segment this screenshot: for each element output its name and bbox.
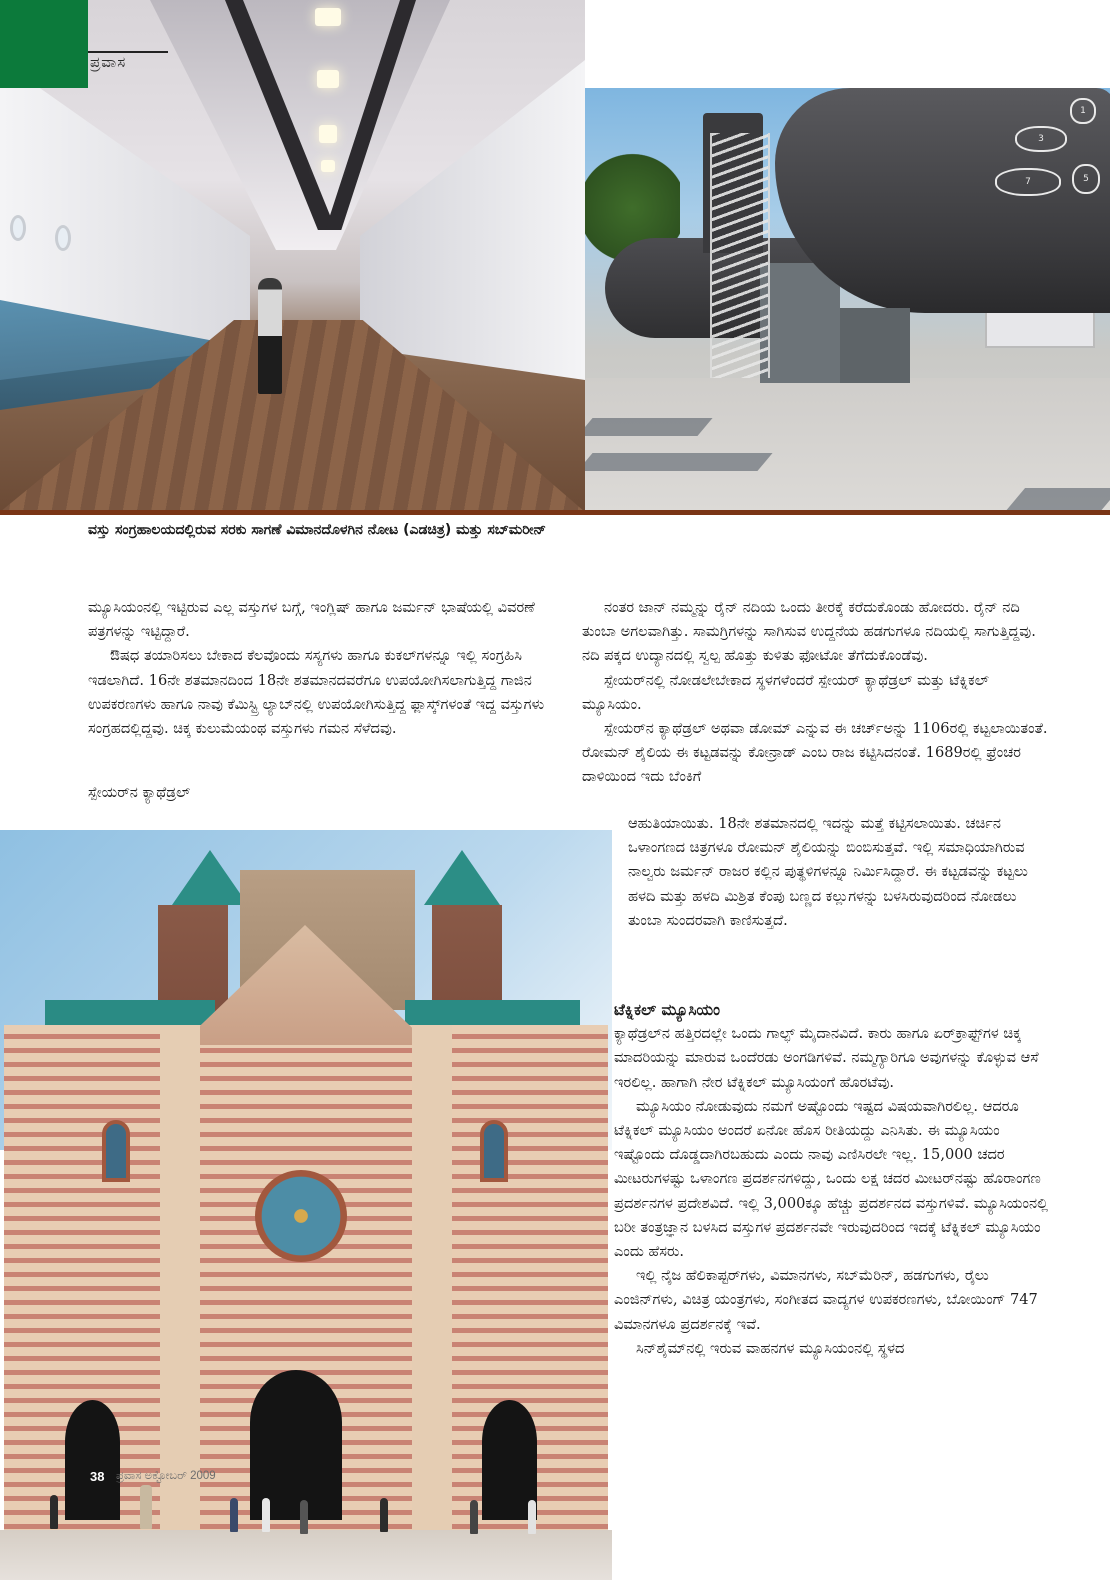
page-number: 38 <box>90 1469 105 1484</box>
visitor <box>380 1498 388 1532</box>
rose-window <box>255 1170 347 1262</box>
pilaster <box>160 1025 200 1530</box>
plaza <box>0 1530 612 1580</box>
shadow <box>585 418 713 436</box>
paragraph: ಮ್ಯೂಸಿಯಂ ನೋಡುವುದು ನಮಗೆ ಅಷ್ಟೊಂದು ಇಷ್ಟದ ವಿಷಯವಾಗಿರಲಿಲ್ಲ. ಆದರೂ ಟೆಕ್ನಿಕಲ್ ಮ್ಯೂಸಿಯಂ ಅಂದರೆ ಏನೋ ಹೊಸ ರೀತಿಯದ್ದು ಎನಿಸಿತು. ಈ ಮ್ಯೂಸಿಯಂ ಇಷ್ಟೊಂದು ದೊಡ್ಡದಾಗಿರಬಹುದು ಎಂದು ನಾವು ಎಣಿಸಿರಲೇ ಇಲ್ಲ. 15,000 ಚದರ ಮೀಟರುಗಳಷ್ಟು ಒಳಾಂಗಣ ಪ್ರದರ್ಶನಗಳಿದ್ದು, ಒಂದು ಲಕ್ಷ ಚದರ ಮೀಟರ್‌ನಷ್ಟು ಹೊರಾಂಗಣ ಪ್ರದರ್ಶನಗಳ ಪ್ರದೇಶವಿದೆ. ಇಲ್ಲಿ 3,000ಕ್ಕೂ ಹೆಚ್ಚು ಪ್ರದರ್ಶನದ ವಸ್ತುಗಳಿವೆ. ಮ್ಯೂಸಿಯಂನಲ್ಲಿ ಬರೀ ತಂತ್ರಜ್ಞಾನ ಬಳಸಿದ ವಸ್ತುಗಳ ಪ್ರದರ್ಶನವೇ ಇರುವುದರಿಂದ ಇದಕ್ಕೆ ಟೆಕ್ನಿಕಲ್ ಮ್ಯೂಸಿಯಂ ಎಂದು ಹೆಸರು. <box>614 1097 1049 1261</box>
hull-marking: 3 <box>1015 126 1067 152</box>
paragraph: ಸ್ಪೇಯರ್‌ನಲ್ಲಿ ನೋಡಲೇಬೇಕಾದ ಸ್ಥಳಗಳೆಂದರೆ ಸ್ಪೇಯರ್ ಕ್ಯಾಥೆಡ್ರಲ್ ಮತ್ತು ಟೆಕ್ನಿಕಲ್ ಮ್ಯೂಸಿಯಂ. <box>582 671 989 713</box>
visitor <box>470 1500 478 1534</box>
paragraph: ಇಲ್ಲಿ ನೈಜ ಹೆಲಿಕಾಪ್ಟರ್‌ಗಳು, ವಿಮಾನಗಳು, ಸಬ್‌ಮೆರಿನ್, ಹಡಗುಗಳು, ರೈಲು ಎಂಜಿನ್‌ಗಳು, ವಿಚಿತ್ರ ಯಂತ್ರಗಳು, ಸಂಗೀತದ ವಾದ್ಯಗಳ ಉಪಕರಣಗಳು, ಬೋಯಿಂಗ್ 747 ವಿಮಾನಗಳೂ ಪ್ರದರ್ಶನಕ್ಕೆ ಇವೆ. <box>614 1267 1038 1333</box>
paragraph: ಆಹುತಿಯಾಯಿತು. 18ನೇ ಶತಮಾನದಲ್ಲಿ ಇದನ್ನು ಮತ್ತೆ ಕಟ್ಟಿಸಲಾಯಿತು. ಚರ್ಚಿನ ಒಳಾಂಗಣದ ಚಿತ್ರಗಳೂ ರೋಮನ್ ಶೈಲಿಯನ್ನು ಬಿಂಬಿಸುತ್ತವೆ. ಇಲ್ಲಿ ಸಮಾಧಿಯಾಗಿರುವ ನಾಲ್ವರು ಜರ್ಮನ್ ರಾಜರ ಕಲ್ಲಿನ ಪುತ್ಥಳಿಗಳನ್ನೂ ನಿರ್ಮಿಸಿದ್ದಾರೆ. ಈ ಕಟ್ಟಡವನ್ನು ಕಟ್ಟಲು ಹಳದಿ ಮತ್ತು ಹಳದಿ ಮಿಶ್ರಿತ ಕೆಂಪು ಬಣ್ಣದ ಕಲ್ಲುಗಳನ್ನು ಬಳಸಿರುವುದರಿಂದ ನೋಡಲು ತುಂಬಾ ಸುಂದರವಾಗಿ ಕಾಣಿಸುತ್ತದೆ. <box>628 815 1028 929</box>
ceiling-light <box>319 125 337 143</box>
pilaster <box>412 1025 452 1530</box>
arched-window <box>102 1120 130 1182</box>
hull-stand <box>760 263 840 383</box>
right-column-top <box>582 596 1052 790</box>
paragraph: ಔಷಧ ತಯಾರಿಸಲು ಬೇಕಾದ ಕೆಲವೊಂದು ಸಸ್ಯಗಳು ಹಾಗೂ ಕುಕಲ್‌ಗಳನ್ನೂ ಇಲ್ಲಿ ಸಂಗ್ರಹಿಸಿ ಇಡಲಾಗಿದೆ. 16ನೇ ಶತಮಾನದಿಂದ 18ನೇ ಶತಮಾನದವರೆಗೂ ಉಪಯೋಗಿಸಲಾಗುತ್ತಿದ್ದ ಗಾಜಿನ ಉಪಕರಣಗಳು ಹಾಗೂ ನಾವು ಕೆಮಿಸ್ಟ್ರಿ ಲ್ಯಾಬ್‌ನಲ್ಲಿ ಉಪಯೋಗಿಸುತ್ತಿದ್ದ ಫ್ಲಾಸ್ಕ್‌ಗಳಂತೆ ಇದ್ದ ವಸ್ತುಗಳು ಸಂಗ್ರಹದಲ್ಲಿದ್ದವು. ಚಿಕ್ಕ ಕುಲುಮೆಯಂಥ ವಸ್ತುಗಳು ಗಮನ ಸೆಳೆದವು. <box>88 647 545 738</box>
issue-label: ಪ್ರವಾಸ ಅಕ್ಟೋಬರ್ 2009 <box>116 1470 216 1482</box>
paragraph: ನಂತರ ಜಾನ್ ನಮ್ಮನ್ನು ರೈನ್ ನದಿಯ ಒಂದು ತೀರಕ್ಕೆ ಕರೆದುಕೊಂಡು ಹೋದರು. ರೈನ್ ನದಿ ತುಂಬಾ ಅಗಲವಾಗಿತ್ತು. ಸಾಮಗ್ರಿಗಳನ್ನು ಸಾಗಿಸುವ ಉದ್ದನೆಯ ಹಡಗುಗಳೂ ನದಿಯಲ್ಲಿ ಸಾಗುತ್ತಿದ್ದವು. ನದಿ ಪಕ್ಕದ ಉದ್ಯಾನದಲ್ಲಿ ಸ್ವಲ್ಪ ಹೊತ್ತು ಕುಳಿತು ಫೋಟೋ ತೆಗೆದುಕೊಂಡೆವು. <box>582 599 1036 665</box>
paragraph: ಮ್ಯೂಸಿಯಂನಲ್ಲಿ ಇಟ್ಟಿರುವ ಎಲ್ಲ ವಸ್ತುಗಳ ಬಗ್ಗೆ, ಇಂಗ್ಲಿಷ್ ಹಾಗೂ ಜರ್ಮನ್ ಭಾಷೆಯಲ್ಲಿ ವಿವರಣೆ ಪತ್ರಗಳನ್ನು ಇಟ್ಟಿದ್ದಾರೆ. <box>88 599 535 641</box>
cathedral-photo-label: ಸ್ಪೇಯರ್‌ನ ಕ್ಯಾಥೆಡ್ರಲ್ <box>88 784 191 801</box>
hull-marking: 5 <box>1072 164 1100 194</box>
shadow <box>1005 488 1110 512</box>
section-color-block <box>0 0 88 88</box>
ceiling-light <box>315 8 341 26</box>
ceiling-light <box>317 70 339 88</box>
porthole-window <box>10 215 26 241</box>
visitor <box>300 1500 308 1534</box>
caption-rule <box>0 510 1110 515</box>
side-portal <box>65 1400 120 1520</box>
visitor <box>262 1498 270 1532</box>
hull-stand <box>840 308 910 383</box>
right-column-wrap <box>628 812 1048 933</box>
arched-window <box>480 1120 508 1182</box>
submarine-photo <box>585 88 1110 512</box>
visitor <box>50 1495 58 1529</box>
speyer-cathedral-photo <box>0 830 612 1580</box>
section-subheading: ಟೆಕ್ನಿಕಲ್ ಮ್ಯೂಸಿಯಂ <box>614 1000 721 1019</box>
hull-marking: 1 <box>1070 98 1096 124</box>
tower-spire <box>172 850 248 905</box>
visitor <box>528 1500 536 1534</box>
paragraph: ಸಿನ್‌ಶೈಮ್‌ನಲ್ಲಿ ಇರುವ ವಾಹನಗಳ ಮ್ಯೂಸಿಯಂನಲ್ಲಿ ಸ್ಥಳದ <box>636 1339 905 1357</box>
left-column <box>88 596 558 741</box>
tower-spire <box>424 850 500 905</box>
porthole-window <box>55 225 71 251</box>
shadow <box>585 453 773 471</box>
photo-caption: ವಸ್ತು ಸಂಗ್ರಹಾಲಯದಲ್ಲಿರುವ ಸರಕು ಸಾಗಣೆ ವಿಮಾನದೊಳಗಿನ ನೋಟ (ಎಡಚಿತ್ರ) ಮತ್ತು ಸಬ್‌ಮರೀನ್ <box>88 522 546 538</box>
cyclist <box>140 1485 152 1529</box>
paragraph: ಸ್ಪೇಯರ್‌ನ ಕ್ಯಾಥೆಡ್ರಲ್ ಅಥವಾ ಡೋಮ್ ಎನ್ನುವ ಈ ಚರ್ಚ್‌ಅನ್ನು 1106ರಲ್ಲಿ ಕಟ್ಟಲಾಯಿತಂತೆ. ರೋಮನ್ ಶೈಲಿಯ ಈ ಕಟ್ಟಡವನ್ನು ಕೋನ್ರಾಡ್ ಎಂಬ ರಾಜ ಕಟ್ಟಿಸಿದನಂತೆ. 1689ರಲ್ಲಿ ಫ್ರೆಂಚರ ದಾಳಿಯಿಂದ ಇದು ಬೆಂಕಿಗೆ <box>582 720 1048 786</box>
right-column-bottom <box>614 998 1054 1361</box>
ceiling-light <box>321 160 335 172</box>
person-figure <box>258 278 282 394</box>
spiral-staircase <box>710 133 770 378</box>
hull-marking: 7 <box>995 168 1061 196</box>
section-label: ಪ್ರವಾಸ <box>90 53 127 71</box>
visitor <box>230 1498 238 1532</box>
paragraph: ಕ್ಯಾಥೆಡ್ರಲ್‌ನ ಹತ್ತಿರದಲ್ಲೇ ಒಂದು ಗಾಲ್ಫ್ ಮೈದಾನವಿದೆ. ಕಾರು ಹಾಗೂ ಏರ್‌ಕ್ರಾಫ್ಟ್‌ಗಳ ಚಿಕ್ಕ ಮಾದರಿಯನ್ನು ಮಾರುವ ಒಂದೆರಡು ಅಂಗಡಿಗಳಿವೆ. ನಮ್ಮಗ್ಯಾರಿಗೂ ಅವುಗಳನ್ನು ಕೊಳ್ಳುವ ಆಸೆ ಇರಲಿಲ್ಲ. ಹಾಗಾಗಿ ನೇರ ಟೆಕ್ನಿಕಲ್ ಮ್ಯೂಸಿಯಂಗೆ ಹೊರಟೆವು. <box>614 1025 1039 1091</box>
